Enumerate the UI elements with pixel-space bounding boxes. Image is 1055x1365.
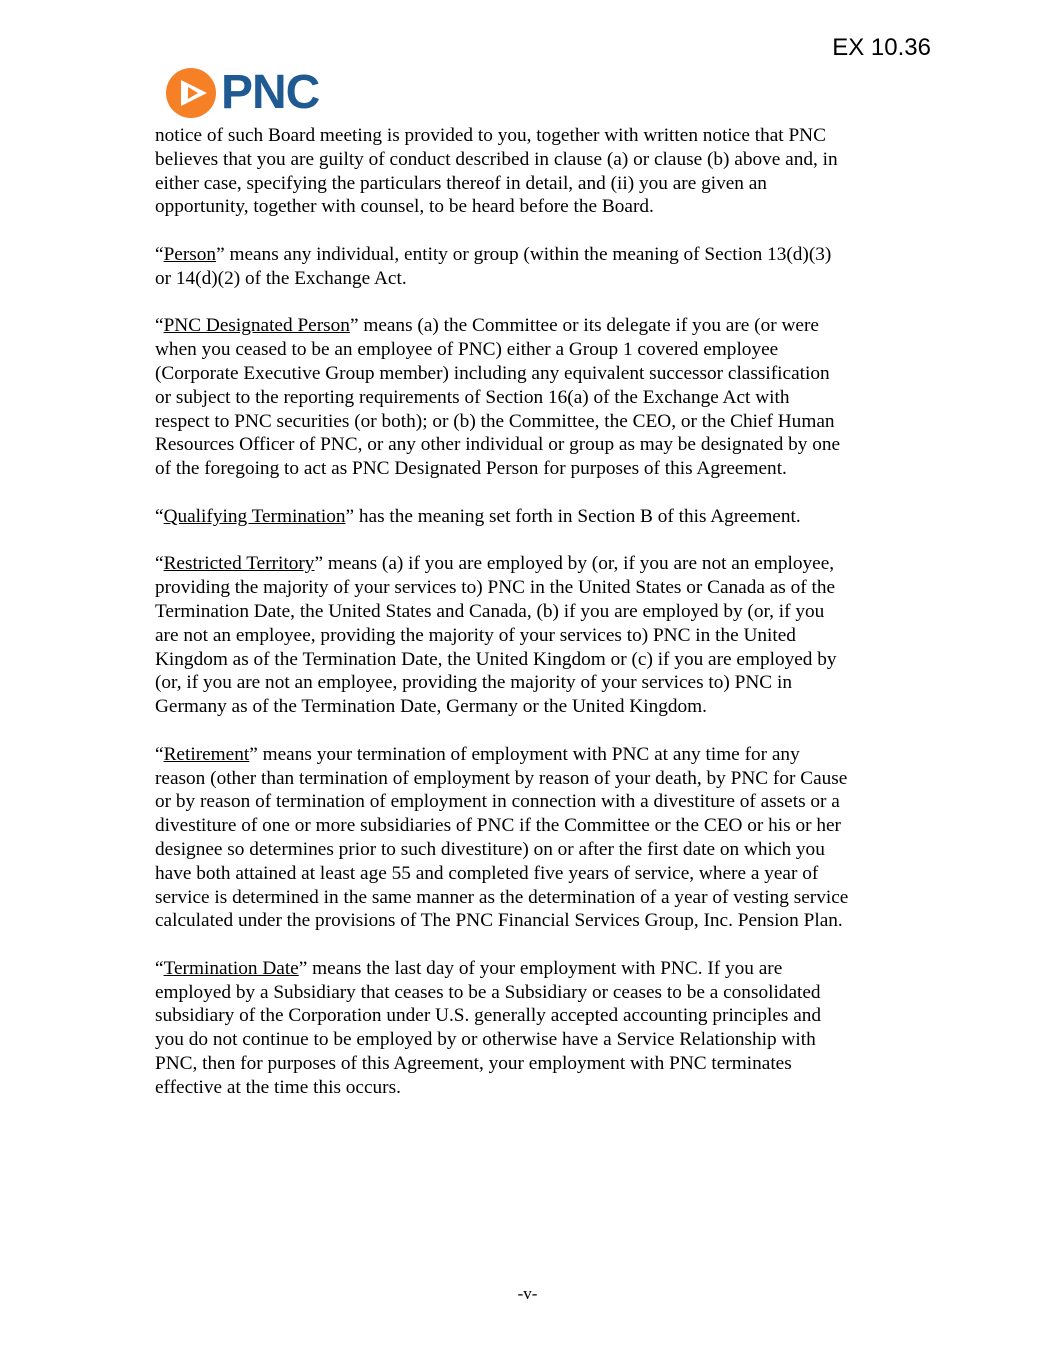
document-body	[155, 124, 915, 1123]
definition-retirement	[155, 743, 915, 933]
close-quote: ”	[349, 315, 359, 337]
paragraph-text: notice of such Board meeting is provided to you, together with written notice that PNC believes that you are guilty of conduct described in clause (a) or clause (b) above and, in either case, specifying the particulars thereof in detail, and (ii) you are given an opportunity, together with counsel, to be heard before the Board.	[155, 125, 838, 218]
close-quote: ”	[345, 505, 355, 527]
open-quote: “	[155, 243, 164, 265]
definition-text: means (a) if you are employed by (or, if you are not an employee, providing the majority of your services to) PNC in the United States or Canada as of the Termination Date, the United States and Canada, (b) if you are employed by (or, if you are not an employee, providing the majority of your services to) PNC in the United Kingdom as of the Termination Date, the United Kingdom or (c) if you are employed by (or, if you are not an employee, providing the majority of your services to) PNC in Germany as of the Termination Date, Germany or the United Kingdom.	[155, 553, 837, 718]
open-quote: “	[155, 957, 164, 979]
close-quote: ”	[298, 957, 308, 979]
close-quote: ”	[216, 243, 225, 265]
definition-text: means (a) the Committee or its delegate if you are (or were when you ceased to be an employee of PNC) either a Group 1 covered employee (Corporate Executive Group member) including any equivalent successor classification or subject to the reporting requirements of Section 16(a) of the Exchange Act with respect to PNC securities (or both); or (b) the Committee, the CEO, or the Chief Human Resources Officer of PNC, or any other individual or group as may be designated by one of the foregoing to act as PNC Designated Person for purposes of this Agreement.	[155, 315, 841, 480]
open-quote: “	[155, 553, 164, 575]
defined-term: Restricted Territory	[163, 553, 315, 575]
open-quote: “	[155, 315, 164, 337]
definition-restricted-territory	[155, 552, 915, 719]
close-quote: ”	[314, 553, 324, 575]
definition-text: means the last day of your employment with PNC. If you are employed by a Subsidiary that ceases to be a Subsidiary or ceases to be a consolidated subsidiary of the Corporation under U.S. generally accepted accounting principles and you do not continue to be employed by or otherwise have a Service Relationship with PNC, then for purposes of this Agreement, your employment with PNC terminates effective at the time this occurs.	[155, 957, 822, 1098]
definition-text: has the meaning set forth in Section B of this Agreement.	[354, 505, 801, 527]
defined-term: Person	[163, 243, 217, 265]
definition-text: means your termination of employment with PNC at any time for any reason (other than termination of employment by reason of your death, by PNC for Cause or by reason of termination of employment in connection with a divestiture of assets or a divestiture of one or more subsidiaries of PNC if the Committee or the CEO or his or her designee so determines prior to such divestiture) on or after the first date on which you have both attained at least age 55 and completed five years of service, where a year of service is determined in the same manner as the determination of a year of vesting service calculated under the provisions of The PNC Financial Services Group, Inc. Pension Plan.	[155, 743, 849, 932]
defined-term: Termination Date	[163, 957, 299, 979]
defined-term: PNC Designated Person	[163, 315, 350, 337]
open-quote: “	[155, 743, 164, 765]
pnc-logo	[165, 66, 319, 120]
pnc-logo-mark-icon	[165, 67, 217, 119]
paragraph-board-notice	[155, 124, 915, 219]
close-quote: ”	[249, 743, 258, 765]
definition-pnc-designated-person	[155, 314, 915, 481]
definition-person	[155, 243, 915, 291]
open-quote: “	[155, 505, 164, 527]
defined-term: Qualifying Termination	[163, 505, 346, 527]
defined-term: Retirement	[163, 743, 250, 765]
definition-qualifying-termination	[155, 505, 915, 529]
page-number: -v-	[517, 1284, 538, 1303]
definition-text: means any individual, entity or group (within the meaning of Section 13(d)(3) or 14(d)(2) of the Exchange Act.	[155, 243, 832, 289]
logo-text: PNC	[221, 66, 320, 119]
exhibit-label: EX 10.36	[832, 34, 931, 61]
definition-termination-date	[155, 957, 915, 1100]
